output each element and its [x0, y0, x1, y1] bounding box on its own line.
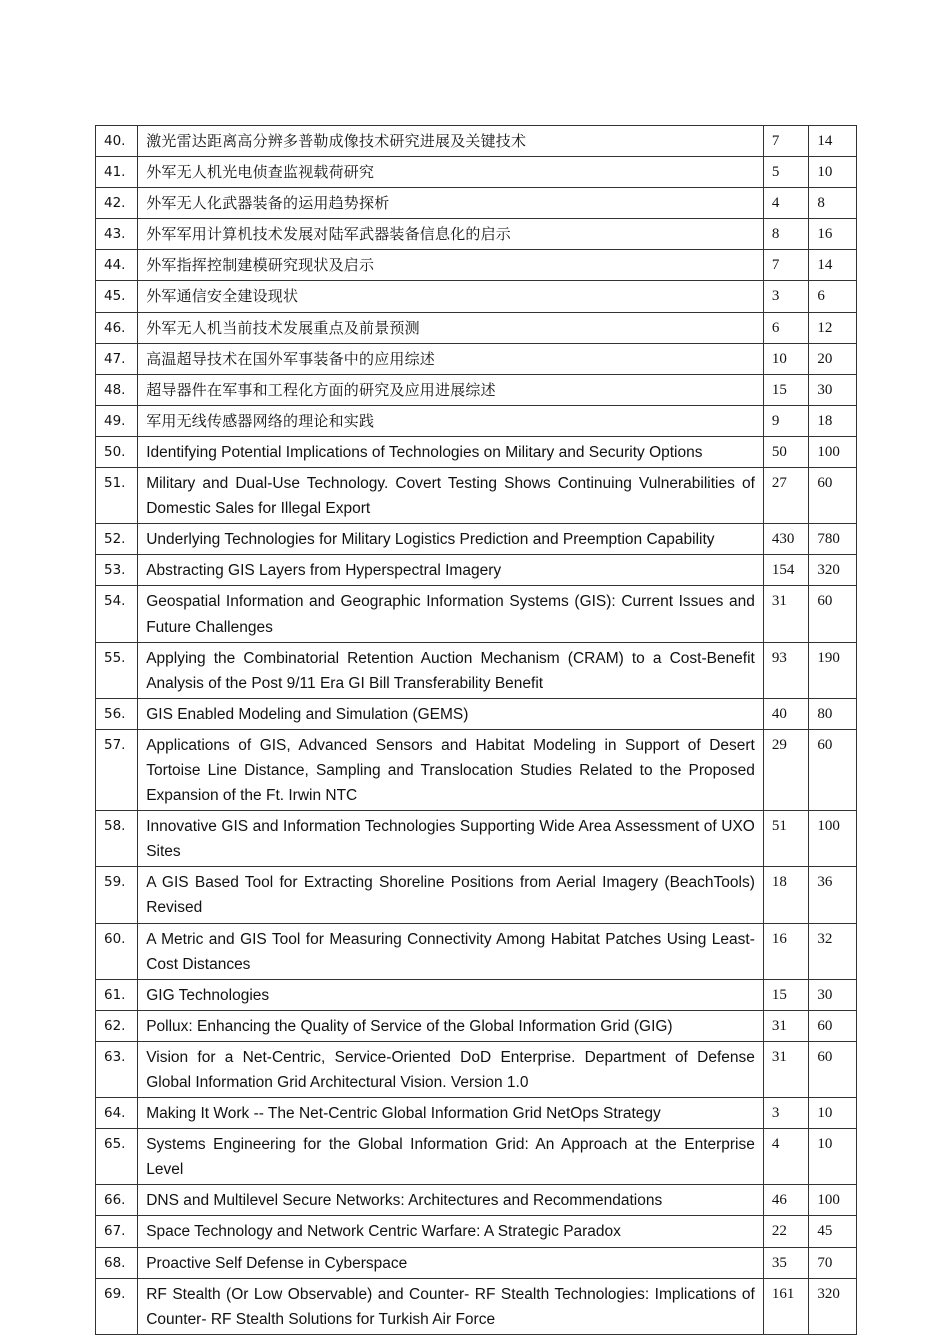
row-value-a: 35 — [763, 1247, 808, 1278]
row-value-b: 60 — [809, 586, 857, 642]
row-value-a: 3 — [763, 1098, 808, 1129]
row-title: 外军无人机光电侦查监视载荷研究 — [138, 157, 764, 188]
row-value-a: 31 — [763, 586, 808, 642]
row-value-b: 10 — [809, 157, 857, 188]
table-row — [96, 555, 857, 586]
table-row — [96, 811, 857, 867]
row-number: 50. — [96, 436, 138, 467]
row-value-b: 60 — [809, 1041, 857, 1097]
table-row — [96, 698, 857, 729]
row-number: 45. — [96, 281, 138, 312]
row-number: 49. — [96, 405, 138, 436]
row-title: 激光雷达距离高分辨多普勒成像技术研究进展及关键技术 — [138, 126, 764, 157]
table-row — [96, 436, 857, 467]
row-number: 63. — [96, 1041, 138, 1097]
row-title: A GIS Based Tool for Extracting Shoreline Positions from Aerial Imagery (BeachTools) Revised — [138, 867, 764, 923]
table-row — [96, 867, 857, 923]
table-row — [96, 1010, 857, 1041]
row-title: Space Technology and Network Centric Warfare: A Strategic Paradox — [138, 1216, 764, 1247]
table-row — [96, 1129, 857, 1185]
row-number: 43. — [96, 219, 138, 250]
row-value-b: 780 — [809, 524, 857, 555]
row-title: DNS and Multilevel Secure Networks: Architectures and Recommendations — [138, 1185, 764, 1216]
row-number: 58. — [96, 811, 138, 867]
document-table — [95, 125, 857, 1335]
row-value-a: 9 — [763, 405, 808, 436]
row-value-b: 10 — [809, 1129, 857, 1185]
table-row — [96, 157, 857, 188]
row-title: 外军无人化武器装备的运用趋势探析 — [138, 188, 764, 219]
row-value-a: 7 — [763, 250, 808, 281]
row-title: Identifying Potential Implications of Technologies on Military and Security Options — [138, 436, 764, 467]
row-number: 64. — [96, 1098, 138, 1129]
table-row — [96, 281, 857, 312]
row-title: Pollux: Enhancing the Quality of Service of the Global Information Grid (GIG) — [138, 1010, 764, 1041]
table-row — [96, 312, 857, 343]
row-number: 65. — [96, 1129, 138, 1185]
row-title: Applications of GIS, Advanced Sensors and Habitat Modeling in Support of Desert Tortoise Line Distance, Sampling and Translocation Studies Related to the Proposed Expansion of the Ft. Irwin NTC — [138, 729, 764, 810]
row-value-b: 18 — [809, 405, 857, 436]
table-row — [96, 1278, 857, 1334]
row-value-b: 36 — [809, 867, 857, 923]
row-value-a: 161 — [763, 1278, 808, 1334]
row-value-b: 10 — [809, 1098, 857, 1129]
table-row — [96, 405, 857, 436]
row-number: 55. — [96, 642, 138, 698]
row-number: 46. — [96, 312, 138, 343]
table-row — [96, 374, 857, 405]
row-number: 53. — [96, 555, 138, 586]
row-number: 54. — [96, 586, 138, 642]
row-value-a: 31 — [763, 1041, 808, 1097]
table-row — [96, 524, 857, 555]
row-value-b: 80 — [809, 698, 857, 729]
row-title: Applying the Combinatorial Retention Auction Mechanism (CRAM) to a Cost-Benefit Analysis of the Post 9/11 Era GI Bill Transferability Benefit — [138, 642, 764, 698]
row-title: Innovative GIS and Information Technologies Supporting Wide Area Assessment of UXO Sites — [138, 811, 764, 867]
row-value-a: 6 — [763, 312, 808, 343]
row-value-b: 100 — [809, 811, 857, 867]
table-row — [96, 219, 857, 250]
row-value-b: 20 — [809, 343, 857, 374]
row-title: 外军无人机当前技术发展重点及前景预测 — [138, 312, 764, 343]
row-title: GIS Enabled Modeling and Simulation (GEMS) — [138, 698, 764, 729]
row-title: 军用无线传感器网络的理论和实践 — [138, 405, 764, 436]
table-row — [96, 188, 857, 219]
row-value-a: 18 — [763, 867, 808, 923]
row-title: 高温超导技术在国外军事装备中的应用综述 — [138, 343, 764, 374]
row-value-a: 50 — [763, 436, 808, 467]
row-number: 42. — [96, 188, 138, 219]
row-number: 57. — [96, 729, 138, 810]
row-title: Vision for a Net-Centric, Service-Oriented DoD Enterprise. Department of Defense Global Information Grid Architectural Vision. Version 1.0 — [138, 1041, 764, 1097]
row-value-b: 30 — [809, 979, 857, 1010]
row-number: 47. — [96, 343, 138, 374]
table-row — [96, 343, 857, 374]
row-value-b: 100 — [809, 1185, 857, 1216]
row-value-a: 27 — [763, 468, 808, 524]
row-value-b: 320 — [809, 555, 857, 586]
table-row — [96, 126, 857, 157]
row-value-a: 93 — [763, 642, 808, 698]
row-value-a: 10 — [763, 343, 808, 374]
row-title: Proactive Self Defense in Cyberspace — [138, 1247, 764, 1278]
table-row — [96, 1041, 857, 1097]
table-row — [96, 1185, 857, 1216]
row-number: 66. — [96, 1185, 138, 1216]
row-value-b: 45 — [809, 1216, 857, 1247]
row-title: Abstracting GIS Layers from Hyperspectral Imagery — [138, 555, 764, 586]
row-title: 外军军用计算机技术发展对陆军武器装备信息化的启示 — [138, 219, 764, 250]
row-value-a: 16 — [763, 923, 808, 979]
row-number: 44. — [96, 250, 138, 281]
row-title: A Metric and GIS Tool for Measuring Connectivity Among Habitat Patches Using Least-Cost Distances — [138, 923, 764, 979]
table-row — [96, 586, 857, 642]
row-number: 51. — [96, 468, 138, 524]
row-value-a: 430 — [763, 524, 808, 555]
row-value-b: 32 — [809, 923, 857, 979]
row-value-a: 3 — [763, 281, 808, 312]
row-value-a: 46 — [763, 1185, 808, 1216]
row-title: Underlying Technologies for Military Logistics Prediction and Preemption Capability — [138, 524, 764, 555]
row-value-a: 15 — [763, 979, 808, 1010]
row-value-b: 60 — [809, 729, 857, 810]
row-value-b: 16 — [809, 219, 857, 250]
row-value-a: 51 — [763, 811, 808, 867]
row-value-b: 60 — [809, 468, 857, 524]
row-title: GIG Technologies — [138, 979, 764, 1010]
table-row — [96, 468, 857, 524]
row-number: 61. — [96, 979, 138, 1010]
row-value-a: 29 — [763, 729, 808, 810]
row-value-a: 5 — [763, 157, 808, 188]
table-row — [96, 250, 857, 281]
row-value-b: 14 — [809, 250, 857, 281]
row-title: 外军指挥控制建模研究现状及启示 — [138, 250, 764, 281]
row-value-b: 14 — [809, 126, 857, 157]
row-value-a: 8 — [763, 219, 808, 250]
table-body — [96, 126, 857, 1335]
row-number: 56. — [96, 698, 138, 729]
row-value-a: 31 — [763, 1010, 808, 1041]
row-number: 60. — [96, 923, 138, 979]
row-title: Making It Work -- The Net-Centric Global Information Grid NetOps Strategy — [138, 1098, 764, 1129]
row-value-a: 15 — [763, 374, 808, 405]
table-row — [96, 923, 857, 979]
table-row — [96, 1098, 857, 1129]
row-title: 超导器件在军事和工程化方面的研究及应用进展综述 — [138, 374, 764, 405]
row-value-a: 22 — [763, 1216, 808, 1247]
row-title: Systems Engineering for the Global Information Grid: An Approach at the Enterprise Level — [138, 1129, 764, 1185]
row-value-b: 100 — [809, 436, 857, 467]
row-number: 59. — [96, 867, 138, 923]
row-number: 62. — [96, 1010, 138, 1041]
row-title: Geospatial Information and Geographic Information Systems (GIS): Current Issues and Future Challenges — [138, 586, 764, 642]
table-row — [96, 979, 857, 1010]
row-value-b: 70 — [809, 1247, 857, 1278]
row-value-b: 6 — [809, 281, 857, 312]
row-value-b: 8 — [809, 188, 857, 219]
row-value-b: 12 — [809, 312, 857, 343]
row-title: 外军通信安全建设现状 — [138, 281, 764, 312]
table-row — [96, 729, 857, 810]
row-value-a: 154 — [763, 555, 808, 586]
row-number: 40. — [96, 126, 138, 157]
row-number: 69. — [96, 1278, 138, 1334]
row-value-b: 30 — [809, 374, 857, 405]
row-title: Military and Dual-Use Technology. Covert Testing Shows Continuing Vulnerabilities of Domestic Sales for Illegal Export — [138, 468, 764, 524]
row-title: RF Stealth (Or Low Observable) and Counter- RF Stealth Technologies: Implications of Counter- RF Stealth Solutions for Turkish Air Force — [138, 1278, 764, 1334]
row-value-b: 320 — [809, 1278, 857, 1334]
table-row — [96, 642, 857, 698]
table-row — [96, 1247, 857, 1278]
row-value-a: 40 — [763, 698, 808, 729]
row-number: 68. — [96, 1247, 138, 1278]
row-number: 52. — [96, 524, 138, 555]
table-row — [96, 1216, 857, 1247]
row-value-a: 7 — [763, 126, 808, 157]
row-number: 67. — [96, 1216, 138, 1247]
row-number: 48. — [96, 374, 138, 405]
row-value-b: 60 — [809, 1010, 857, 1041]
row-number: 41. — [96, 157, 138, 188]
row-value-a: 4 — [763, 188, 808, 219]
row-value-b: 190 — [809, 642, 857, 698]
row-value-a: 4 — [763, 1129, 808, 1185]
